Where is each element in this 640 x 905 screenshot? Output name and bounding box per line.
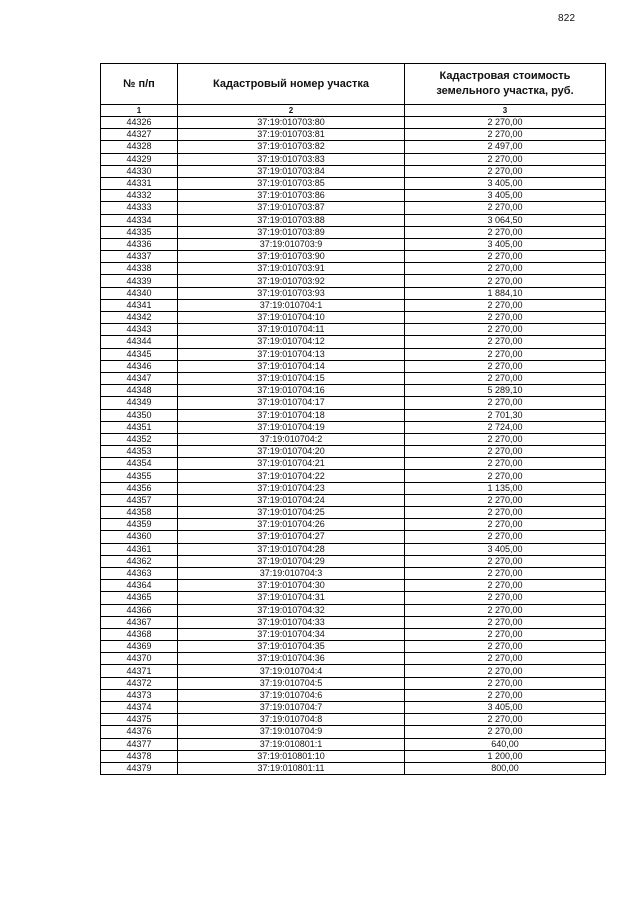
table-row <box>101 567 606 579</box>
cadastral-value-cell: 2 270,00 <box>405 555 606 567</box>
row-number-cell: 44357 <box>101 494 178 506</box>
row-number-cell: 44373 <box>101 689 178 701</box>
cadastral-value-cell: 5 289,10 <box>405 385 606 397</box>
cadastral-number-cell: 37:19:010704:17 <box>178 397 405 409</box>
cadastral-value-cell: 2 270,00 <box>405 689 606 701</box>
column-number: 3 <box>405 105 606 117</box>
cadastral-value-cell: 800,00 <box>405 762 606 774</box>
row-number-cell: 44369 <box>101 641 178 653</box>
cadastral-value-cell: 2 724,00 <box>405 421 606 433</box>
cadastral-number-cell: 37:19:010704:22 <box>178 470 405 482</box>
cadastral-value-cell: 2 270,00 <box>405 726 606 738</box>
table-row <box>101 202 606 214</box>
row-number-cell: 44350 <box>101 409 178 421</box>
cadastral-number-cell: 37:19:010704:10 <box>178 312 405 324</box>
row-number-cell: 44370 <box>101 653 178 665</box>
row-number-cell: 44368 <box>101 628 178 640</box>
row-number-cell: 44342 <box>101 312 178 324</box>
cadastral-value-cell: 2 270,00 <box>405 714 606 726</box>
table-row <box>101 738 606 750</box>
cadastral-value-cell: 2 270,00 <box>405 117 606 129</box>
table-row <box>101 372 606 384</box>
cadastral-value-cell: 2 270,00 <box>405 628 606 640</box>
cadastral-number-cell: 37:19:010703:88 <box>178 214 405 226</box>
table-row <box>101 165 606 177</box>
cadastral-number-cell: 37:19:010704:32 <box>178 604 405 616</box>
header-row-number: № п/п <box>101 64 178 105</box>
table-row <box>101 762 606 774</box>
cadastral-value-cell: 2 270,00 <box>405 299 606 311</box>
table-row <box>101 592 606 604</box>
row-number-cell: 44379 <box>101 762 178 774</box>
row-number-cell: 44334 <box>101 214 178 226</box>
cadastral-number-cell: 37:19:010704:16 <box>178 385 405 397</box>
cadastral-value-cell: 2 270,00 <box>405 397 606 409</box>
table-row <box>101 641 606 653</box>
cadastral-number-cell: 37:19:010703:91 <box>178 263 405 275</box>
table-row <box>101 726 606 738</box>
row-number-cell: 44362 <box>101 555 178 567</box>
cadastral-number-cell: 37:19:010704:36 <box>178 653 405 665</box>
cadastral-value-cell: 1 200,00 <box>405 750 606 762</box>
cadastral-value-cell: 2 270,00 <box>405 275 606 287</box>
cadastral-number-cell: 37:19:010703:93 <box>178 287 405 299</box>
cadastral-number-cell: 37:19:010704:27 <box>178 531 405 543</box>
row-number-cell: 44360 <box>101 531 178 543</box>
cadastral-number-cell: 37:19:010703:9 <box>178 238 405 250</box>
row-number-cell: 44351 <box>101 421 178 433</box>
cadastral-number-cell: 37:19:010703:80 <box>178 117 405 129</box>
cadastral-value-cell: 2 270,00 <box>405 616 606 628</box>
row-number-cell: 44328 <box>101 141 178 153</box>
cadastral-value-cell: 3 405,00 <box>405 543 606 555</box>
table-row <box>101 689 606 701</box>
table-row <box>101 299 606 311</box>
table-row <box>101 543 606 555</box>
row-number-cell: 44348 <box>101 385 178 397</box>
cadastral-value-cell: 2 270,00 <box>405 592 606 604</box>
row-number-cell: 44349 <box>101 397 178 409</box>
cadastral-value-cell: 2 270,00 <box>405 507 606 519</box>
cadastral-value-cell: 3 405,00 <box>405 190 606 202</box>
cadastral-value-cell: 2 270,00 <box>405 372 606 384</box>
row-number-cell: 44341 <box>101 299 178 311</box>
cadastral-number-cell: 37:19:010703:81 <box>178 129 405 141</box>
cadastral-value-cell: 2 270,00 <box>405 263 606 275</box>
cadastral-number-cell: 37:19:010801:1 <box>178 738 405 750</box>
table-row <box>101 458 606 470</box>
cadastral-number-cell: 37:19:010704:5 <box>178 677 405 689</box>
cadastral-number-cell: 37:19:010704:9 <box>178 726 405 738</box>
table-row <box>101 287 606 299</box>
cadastral-number-cell: 37:19:010704:26 <box>178 519 405 531</box>
cadastral-value-cell: 2 270,00 <box>405 360 606 372</box>
cadastral-value-cell: 2 270,00 <box>405 446 606 458</box>
row-number-cell: 44355 <box>101 470 178 482</box>
cadastral-number-cell: 37:19:010703:92 <box>178 275 405 287</box>
cadastral-value-cell: 2 497,00 <box>405 141 606 153</box>
cadastral-value-cell: 2 270,00 <box>405 604 606 616</box>
cadastral-number-cell: 37:19:010704:23 <box>178 482 405 494</box>
row-number-cell: 44365 <box>101 592 178 604</box>
cadastral-value-cell: 2 270,00 <box>405 519 606 531</box>
column-number: 2 <box>178 105 405 117</box>
row-number-cell: 44330 <box>101 165 178 177</box>
table-row <box>101 482 606 494</box>
cadastral-number-cell: 37:19:010704:21 <box>178 458 405 470</box>
table-row <box>101 714 606 726</box>
table-body <box>101 117 606 775</box>
row-number-cell: 44327 <box>101 129 178 141</box>
table-row <box>101 385 606 397</box>
table-row <box>101 677 606 689</box>
table-row <box>101 214 606 226</box>
table-row <box>101 263 606 275</box>
cadastral-value-cell: 2 270,00 <box>405 458 606 470</box>
row-number-cell: 44364 <box>101 580 178 592</box>
cadastral-value-cell: 2 270,00 <box>405 433 606 445</box>
table-row <box>101 580 606 592</box>
cadastral-value-cell: 640,00 <box>405 738 606 750</box>
row-number-cell: 44335 <box>101 226 178 238</box>
row-number-cell: 44352 <box>101 433 178 445</box>
cadastral-value-cell: 2 270,00 <box>405 494 606 506</box>
row-number-cell: 44336 <box>101 238 178 250</box>
table-row <box>101 324 606 336</box>
row-number-cell: 44326 <box>101 117 178 129</box>
cadastral-number-cell: 37:19:010703:82 <box>178 141 405 153</box>
row-number-cell: 44343 <box>101 324 178 336</box>
table-row <box>101 348 606 360</box>
cadastral-number-cell: 37:19:010704:28 <box>178 543 405 555</box>
row-number-cell: 44337 <box>101 251 178 263</box>
cadastral-value-cell: 2 270,00 <box>405 348 606 360</box>
row-number-cell: 44347 <box>101 372 178 384</box>
cadastral-value-cell: 2 270,00 <box>405 653 606 665</box>
table-row <box>101 129 606 141</box>
row-number-cell: 44345 <box>101 348 178 360</box>
table-row <box>101 336 606 348</box>
row-number-cell: 44375 <box>101 714 178 726</box>
table-row <box>101 519 606 531</box>
table-row <box>101 141 606 153</box>
row-number-cell: 44353 <box>101 446 178 458</box>
row-number-cell: 44340 <box>101 287 178 299</box>
table-row <box>101 494 606 506</box>
row-number-cell: 44363 <box>101 567 178 579</box>
cadastral-value-cell: 3 405,00 <box>405 238 606 250</box>
cadastral-number-cell: 37:19:010704:19 <box>178 421 405 433</box>
cadastral-number-cell: 37:19:010704:33 <box>178 616 405 628</box>
table-row <box>101 555 606 567</box>
cadastral-value-cell: 2 701,30 <box>405 409 606 421</box>
table-row <box>101 238 606 250</box>
cadastral-number-cell: 37:19:010704:29 <box>178 555 405 567</box>
row-number-cell: 44361 <box>101 543 178 555</box>
cadastral-value-cell: 2 270,00 <box>405 251 606 263</box>
row-number-cell: 44331 <box>101 177 178 189</box>
column-number: 1 <box>101 105 178 117</box>
cadastral-number-cell: 37:19:010703:90 <box>178 251 405 263</box>
row-number-cell: 44372 <box>101 677 178 689</box>
cadastral-number-cell: 37:19:010704:34 <box>178 628 405 640</box>
cadastral-number-cell: 37:19:010704:24 <box>178 494 405 506</box>
cadastral-value-cell: 2 270,00 <box>405 567 606 579</box>
cadastral-number-cell: 37:19:010704:30 <box>178 580 405 592</box>
cadastral-number-cell: 37:19:010704:7 <box>178 702 405 714</box>
cadastral-value-cell: 2 270,00 <box>405 470 606 482</box>
table-row <box>101 190 606 202</box>
row-number-cell: 44354 <box>101 458 178 470</box>
cadastral-value-cell: 2 270,00 <box>405 324 606 336</box>
cadastral-value-cell: 2 270,00 <box>405 531 606 543</box>
row-number-cell: 44344 <box>101 336 178 348</box>
cadastral-number-cell: 37:19:010704:25 <box>178 507 405 519</box>
cadastral-value-table <box>100 63 606 775</box>
cadastral-number-cell: 37:19:010704:6 <box>178 689 405 701</box>
header-cadastral-value: Кадастровая стоимость земельного участка, руб. <box>405 64 606 105</box>
row-number-cell: 44333 <box>101 202 178 214</box>
cadastral-number-cell: 37:19:010704:1 <box>178 299 405 311</box>
header-cadastral-number: Кадастровый номер участка <box>178 64 405 105</box>
cadastral-value-cell: 1 135,00 <box>405 482 606 494</box>
row-number-cell: 44378 <box>101 750 178 762</box>
table-row <box>101 446 606 458</box>
cadastral-number-cell: 37:19:010703:85 <box>178 177 405 189</box>
cadastral-value-cell: 3 405,00 <box>405 177 606 189</box>
cadastral-number-cell: 37:19:010703:86 <box>178 190 405 202</box>
table-row <box>101 616 606 628</box>
row-number-cell: 44359 <box>101 519 178 531</box>
row-number-cell: 44358 <box>101 507 178 519</box>
table-row <box>101 653 606 665</box>
table-row <box>101 470 606 482</box>
cadastral-number-cell: 37:19:010704:12 <box>178 336 405 348</box>
cadastral-number-cell: 37:19:010704:3 <box>178 567 405 579</box>
cadastral-value-cell: 2 270,00 <box>405 580 606 592</box>
row-number-cell: 44377 <box>101 738 178 750</box>
cadastral-value-cell: 2 270,00 <box>405 665 606 677</box>
table-row <box>101 397 606 409</box>
cadastral-number-cell: 37:19:010703:89 <box>178 226 405 238</box>
cadastral-number-cell: 37:19:010704:15 <box>178 372 405 384</box>
table-row <box>101 421 606 433</box>
row-number-cell: 44376 <box>101 726 178 738</box>
cadastral-value-cell: 2 270,00 <box>405 202 606 214</box>
table-row <box>101 226 606 238</box>
cadastral-value-cell: 2 270,00 <box>405 129 606 141</box>
table-row <box>101 750 606 762</box>
row-number-cell: 44339 <box>101 275 178 287</box>
page-number: 822 <box>558 13 576 24</box>
cadastral-value-cell: 3 064,50 <box>405 214 606 226</box>
cadastral-value-cell: 1 884,10 <box>405 287 606 299</box>
cadastral-number-cell: 37:19:010704:35 <box>178 641 405 653</box>
row-number-cell: 44346 <box>101 360 178 372</box>
cadastral-number-cell: 37:19:010704:31 <box>178 592 405 604</box>
cadastral-value-cell: 2 270,00 <box>405 226 606 238</box>
cadastral-number-cell: 37:19:010704:14 <box>178 360 405 372</box>
column-number-row <box>101 105 606 117</box>
cadastral-number-cell: 37:19:010801:10 <box>178 750 405 762</box>
table-row <box>101 153 606 165</box>
cadastral-value-cell: 2 270,00 <box>405 153 606 165</box>
cadastral-value-cell: 2 270,00 <box>405 165 606 177</box>
row-number-cell: 44338 <box>101 263 178 275</box>
cadastral-value-cell: 2 270,00 <box>405 677 606 689</box>
cadastral-value-cell: 3 405,00 <box>405 702 606 714</box>
table-row <box>101 117 606 129</box>
cadastral-number-cell: 37:19:010704:20 <box>178 446 405 458</box>
header-row <box>101 64 606 105</box>
cadastral-number-cell: 37:19:010704:13 <box>178 348 405 360</box>
row-number-cell: 44329 <box>101 153 178 165</box>
row-number-cell: 44366 <box>101 604 178 616</box>
table-row <box>101 433 606 445</box>
table-row <box>101 312 606 324</box>
cadastral-number-cell: 37:19:010704:11 <box>178 324 405 336</box>
table-row <box>101 604 606 616</box>
cadastral-number-cell: 37:19:010703:83 <box>178 153 405 165</box>
row-number-cell: 44371 <box>101 665 178 677</box>
table-row <box>101 507 606 519</box>
table-row <box>101 628 606 640</box>
table-row <box>101 665 606 677</box>
table-row <box>101 531 606 543</box>
cadastral-value-cell: 2 270,00 <box>405 641 606 653</box>
table-row <box>101 177 606 189</box>
table-row <box>101 275 606 287</box>
cadastral-number-cell: 37:19:010704:8 <box>178 714 405 726</box>
table-row <box>101 360 606 372</box>
row-number-cell: 44374 <box>101 702 178 714</box>
cadastral-number-cell: 37:19:010704:2 <box>178 433 405 445</box>
cadastral-number-cell: 37:19:010704:4 <box>178 665 405 677</box>
table-row <box>101 702 606 714</box>
cadastral-value-cell: 2 270,00 <box>405 312 606 324</box>
table-row <box>101 409 606 421</box>
cadastral-number-cell: 37:19:010801:11 <box>178 762 405 774</box>
row-number-cell: 44332 <box>101 190 178 202</box>
row-number-cell: 44356 <box>101 482 178 494</box>
cadastral-number-cell: 37:19:010703:87 <box>178 202 405 214</box>
cadastral-number-cell: 37:19:010704:18 <box>178 409 405 421</box>
cadastral-number-cell: 37:19:010703:84 <box>178 165 405 177</box>
cadastral-value-cell: 2 270,00 <box>405 336 606 348</box>
row-number-cell: 44367 <box>101 616 178 628</box>
table-row <box>101 251 606 263</box>
